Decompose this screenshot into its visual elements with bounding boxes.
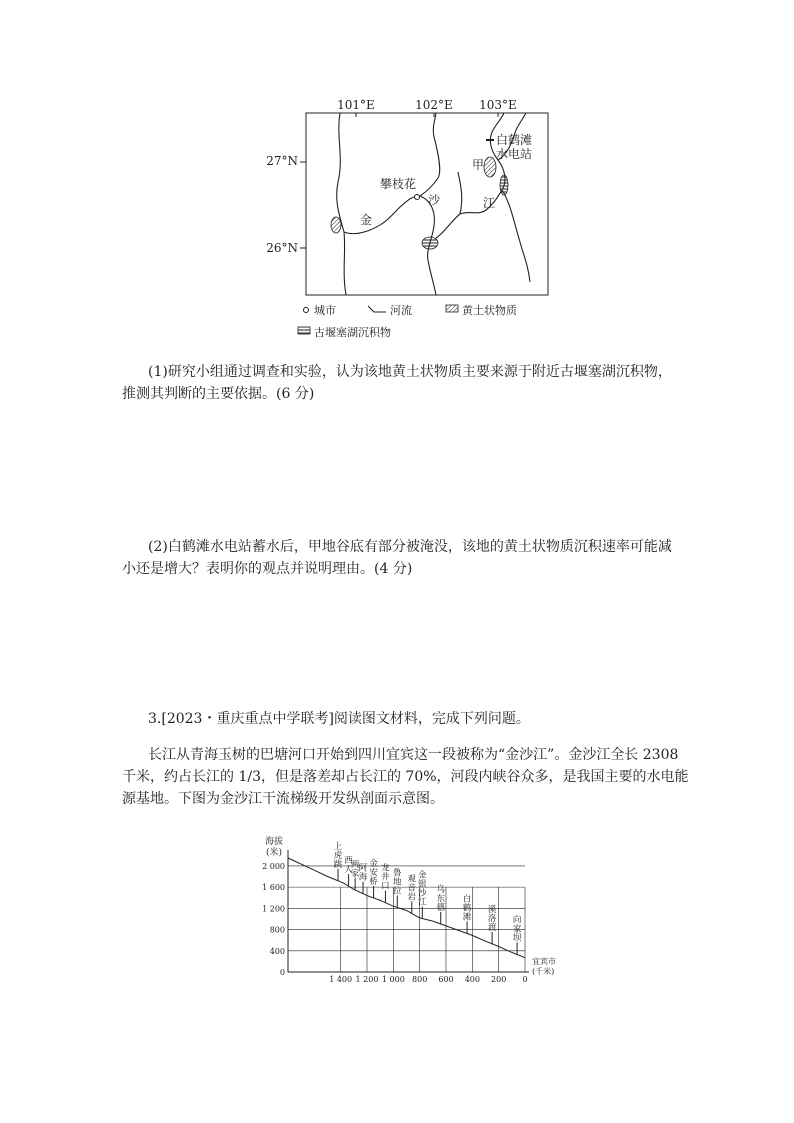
chart-end-label: 宜宾市 <box>532 957 556 966</box>
y-tick-label: 800 <box>269 925 285 935</box>
y-tick-label: 2 000 <box>262 861 285 871</box>
dam-label: 向家坝 <box>512 915 522 944</box>
jia-label: 甲 <box>472 158 485 172</box>
material-line-2: 千米，约占长江的 1/3，但是落差却占长江的 70%，河段内峡谷众多，是我国主要的水电能 <box>122 769 689 785</box>
dam-label: 龙井口 <box>381 863 390 892</box>
lat-label-26: 26°N <box>266 241 298 255</box>
legend-loess-label: 黄土状物质 <box>462 304 517 317</box>
question-2-line-2: 小还是增大？表明你的观点并说明理由。(4 分) <box>122 561 413 577</box>
legend-river-icon <box>368 306 386 312</box>
question-2 <box>122 536 672 580</box>
question-3-material <box>122 744 689 810</box>
question-1-line-1: (1)研究小组通过调查和实验，认为该地黄土状物质主要来源于附近古堰塞湖沉积物， <box>148 364 672 380</box>
legend-river-label: 河流 <box>390 304 412 317</box>
x-tick-label: 1 200 <box>355 975 379 982</box>
chart-ylabel-line-1: 海拔 <box>264 837 284 847</box>
baihetan-label: 白鹤滩 <box>496 133 533 147</box>
material-line-3: 源基地。下图为金沙江干流梯级开发纵剖面示意图。 <box>122 791 444 807</box>
question-1-line-2: 推测其判断的主要依据。(6 分) <box>122 386 315 402</box>
y-tick-label: 0 <box>279 968 285 977</box>
dam-label: 鲁地拉 <box>393 868 402 897</box>
dam-label: 两家 <box>350 859 360 879</box>
station-label: 水电站 <box>496 147 533 161</box>
river-jin-label: 金 <box>360 213 373 227</box>
dam-label: 乌东德 <box>436 884 445 913</box>
dam-label: 观音岩 <box>407 874 417 903</box>
river-jiang-label: 江 <box>483 196 496 210</box>
lon-label-102: 102°E <box>415 98 453 112</box>
dam-label: 阿海 <box>358 863 368 883</box>
dam-label: 白鹤滩 <box>462 894 472 923</box>
x-tick-label: 800 <box>412 975 428 982</box>
chart-ylabel-line-2: (米) <box>265 848 283 858</box>
lon-label-103: 103°E <box>479 98 517 112</box>
dam-label: 上虎跳 <box>333 841 343 870</box>
x-tick-label: 1 400 <box>329 975 353 982</box>
panzhihua-city-marker <box>415 195 420 200</box>
legend-city-label: 城市 <box>314 304 336 317</box>
lat-label-27: 27°N <box>266 154 298 168</box>
chart-xlabel: (千米) <box>532 967 555 976</box>
x-tick-label: 600 <box>438 975 454 982</box>
legend-lake-label: 古堰塞湖沉积物 <box>314 326 391 339</box>
x-tick-label: 1 000 <box>381 975 405 982</box>
map-figure <box>240 92 560 347</box>
legend-loess-icon <box>446 305 458 312</box>
x-tick-label: 0 <box>522 975 528 982</box>
dam-label: 金银沙江 <box>418 870 427 908</box>
lon-label-101: 101°E <box>337 98 375 112</box>
lake-deposit-1 <box>422 237 438 249</box>
y-tick-label: 1 600 <box>262 883 285 893</box>
question-3-header: 3.[2023・重庆重点中学联考]阅读图文材料，完成下列问题。 <box>148 711 530 727</box>
loess-patch-2 <box>484 157 496 177</box>
dam-label: 溪洛渡 <box>487 904 497 933</box>
question-1 <box>122 361 672 405</box>
lake-deposit-2 <box>500 175 508 195</box>
question-2-line-1: (2)白鹤滩水电站蓄水后，甲地谷底有部分被淹没，该地的黄土状物质沉积速率可能减 <box>148 539 672 555</box>
profile-chart <box>254 832 584 982</box>
river-sha-label: 沙 <box>428 193 441 207</box>
y-tick-label: 1 200 <box>262 904 285 914</box>
material-line-1: 长江从青海玉树的巴塘河口开始到四川宜宾这一段被称为“金沙江”。金沙江全长 2308 <box>148 747 679 763</box>
dam-label: 金安桥 <box>369 859 378 888</box>
x-tick-label: 400 <box>464 975 480 982</box>
y-tick-label: 400 <box>269 946 285 956</box>
legend-lake-icon <box>298 327 310 334</box>
x-tick-label: 200 <box>491 975 507 982</box>
dam-label: 西人 <box>344 856 353 876</box>
legend-city-icon <box>304 308 309 313</box>
loess-patch-1 <box>331 217 341 233</box>
panzhihua-label: 攀枝花 <box>380 177 417 191</box>
